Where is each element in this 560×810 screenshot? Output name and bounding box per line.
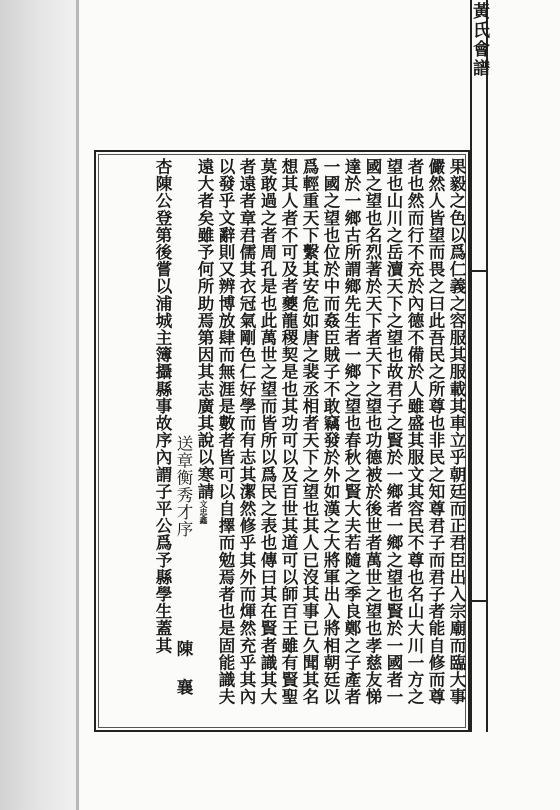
- text-column-9: 想其人者不可及者夔龍稷契是也其功可以及百世其道可以師百王雖有賢聖: [279, 158, 298, 706]
- page-gutter-shadow: [0, 0, 78, 810]
- fore-edge-strip: [470, 0, 488, 732]
- fishtail-mark-lower: [471, 600, 487, 602]
- preface-title: 送章衡秀才序: [174, 435, 193, 538]
- text-column-7: 一國之望也位於中而姦臣賊子不敢竊發於外如漢之大將軍出入將相朝廷以: [321, 158, 340, 706]
- text-column-4: 望也山川之岳瀆天下之望也故君子之賢於一鄉者一鄉之望也賢於一國者一: [384, 158, 403, 706]
- text-column-8: 爲輕重天下繫其安危如唐之裴丞相者天下之望也其人已沒其事已久聞其名: [300, 158, 319, 706]
- text-column-3: 者也然而行不充於內德不備於人雖盛其服文其容民不尊也名山大川一方之: [405, 158, 424, 706]
- text-column-13-body: 遠大者矣雖予何所助焉第因其志廣其說以寒請: [195, 158, 214, 500]
- text-column-12: 以發乎文辭則又辨博放肆而無涯是數者皆可以自擇而勉焉者也是固能識夫: [216, 158, 235, 706]
- text-column-11: 者遠者章君儒其衣冠氣剛色仁好學而有志其潔然修乎其外而煇然充乎其內: [237, 158, 256, 706]
- text-column-13: [195, 158, 213, 524]
- preface-signer: 陳 襄: [174, 640, 193, 703]
- inline-annotation: 文忠鑫: [199, 500, 209, 524]
- text-column-15: 杏陳公登第後嘗以浦城主簿攝縣事故序內謂子平公爲予縣學生蓋其: [153, 158, 172, 654]
- text-column-6: 達於一鄉古所謂鄉先生者一鄉之望也春秋之賢大夫若隨之季良鄭之子產者: [342, 158, 361, 706]
- text-column-10: 莫敢過之者周孔是也此萬世之望而皆所以爲民之表也傳曰其在賢者識其大: [258, 158, 277, 706]
- fishtail-mark: [471, 270, 487, 288]
- text-column-2: 儼然人皆望而畏之曰此吾民之所尊也非民之知尊君子而君子者能自修而尊: [426, 158, 445, 706]
- fore-edge-title: 黃氏會譜: [469, 2, 489, 78]
- text-column-1: 果毅之色以爲仁義之容服其服載其車立乎朝廷而正君臣出入宗廟而臨大事: [447, 158, 466, 706]
- text-column-5: 國之望也名烈著於天下者天下之望也功德被於後世者萬世之望也孝慈友悌: [363, 158, 382, 706]
